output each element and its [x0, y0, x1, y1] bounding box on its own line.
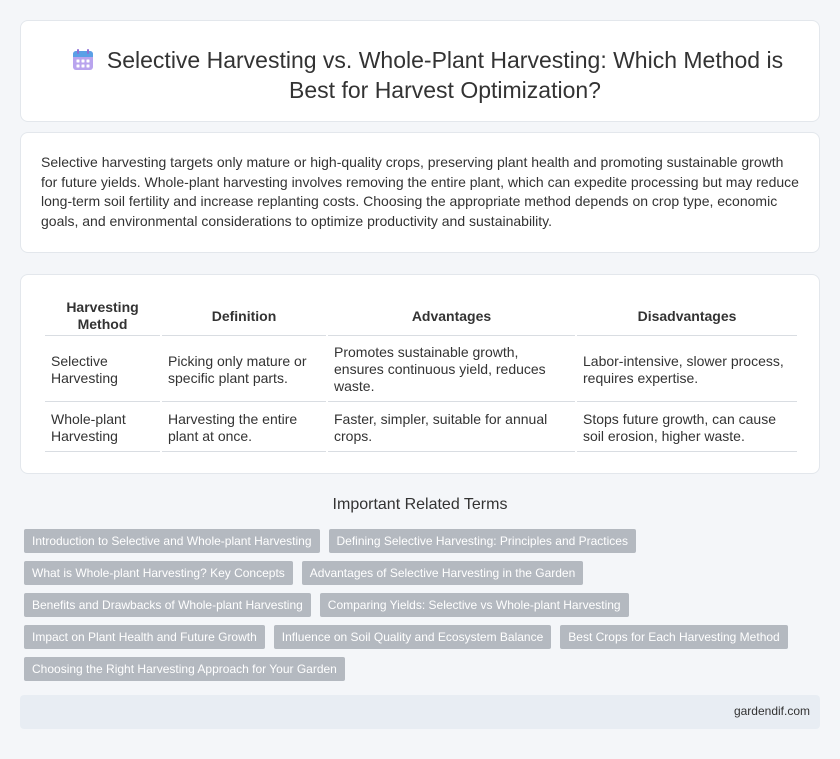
column-header: Definition: [162, 297, 326, 336]
table-cell: Promotes sustainable growth, ensures continuous yield, reduces waste.: [328, 338, 575, 402]
table-cell: Faster, simpler, suitable for annual crops.: [328, 404, 575, 452]
related-term-tag[interactable]: What is Whole-plant Harvesting? Key Concepts: [24, 561, 293, 585]
title-card: [20, 20, 820, 122]
table-row: [45, 404, 797, 452]
related-term-tag[interactable]: Choosing the Right Harvesting Approach for Your Garden: [24, 657, 345, 681]
related-term-tag[interactable]: Defining Selective Harvesting: Principles and Practices: [329, 529, 636, 553]
related-term-tag[interactable]: Impact on Plant Health and Future Growth: [24, 625, 265, 649]
column-header: Advantages: [328, 297, 575, 336]
table-cell: Labor-intensive, slower process, requires expertise.: [577, 338, 797, 402]
column-header: Harvesting Method: [45, 297, 160, 336]
related-term-tag[interactable]: Introduction to Selective and Whole-plant Harvesting: [24, 529, 320, 553]
related-terms-list: [22, 527, 822, 687]
column-header: Disadvantages: [577, 297, 797, 336]
intro-paragraph: Selective harvesting targets only mature or high-quality crops, preserving plant health and promoting sustainable growth for future yields. Whole-plant harvesting involves removing the entire plant, which can expedite processing but may reduce long-term soil fertility and increase replanting costs. Choosing the appropriate method depends on crop type, economic goals, and environmental considerations to optimize productivity and sustainability.: [41, 154, 799, 229]
related-term-tag[interactable]: Best Crops for Each Harvesting Method: [560, 625, 787, 649]
related-term-tag[interactable]: Benefits and Drawbacks of Whole-plant Harvesting: [24, 593, 311, 617]
footer: [20, 695, 820, 729]
table-cell: Whole-plant Harvesting: [45, 404, 160, 452]
site-link[interactable]: gardendif.com: [733, 704, 810, 718]
related-term-tag[interactable]: Influence on Soil Quality and Ecosystem Balance: [274, 625, 551, 649]
related-terms-heading: Important Related Terms: [332, 496, 508, 513]
page-title: Selective Harvesting vs. Whole-Plant Harvesting: Which Method is Best for Harvest Optimization?: [106, 47, 784, 103]
table-cell: Harvesting the entire plant at once.: [162, 404, 326, 452]
table-header-row: [45, 297, 797, 336]
table-cell: Selective Harvesting: [45, 338, 160, 402]
related-term-tag[interactable]: Comparing Yields: Selective vs Whole-plant Harvesting: [320, 593, 629, 617]
related-term-tag[interactable]: Advantages of Selective Harvesting in the Garden: [302, 561, 584, 585]
table-cell: Picking only mature or specific plant parts.: [162, 338, 326, 402]
comparison-table: [43, 295, 799, 454]
table-row: [45, 338, 797, 402]
table-cell: Stops future growth, can cause soil erosion, higher waste.: [577, 404, 797, 452]
comparison-table-card: [20, 274, 820, 474]
intro-card: [20, 132, 820, 253]
